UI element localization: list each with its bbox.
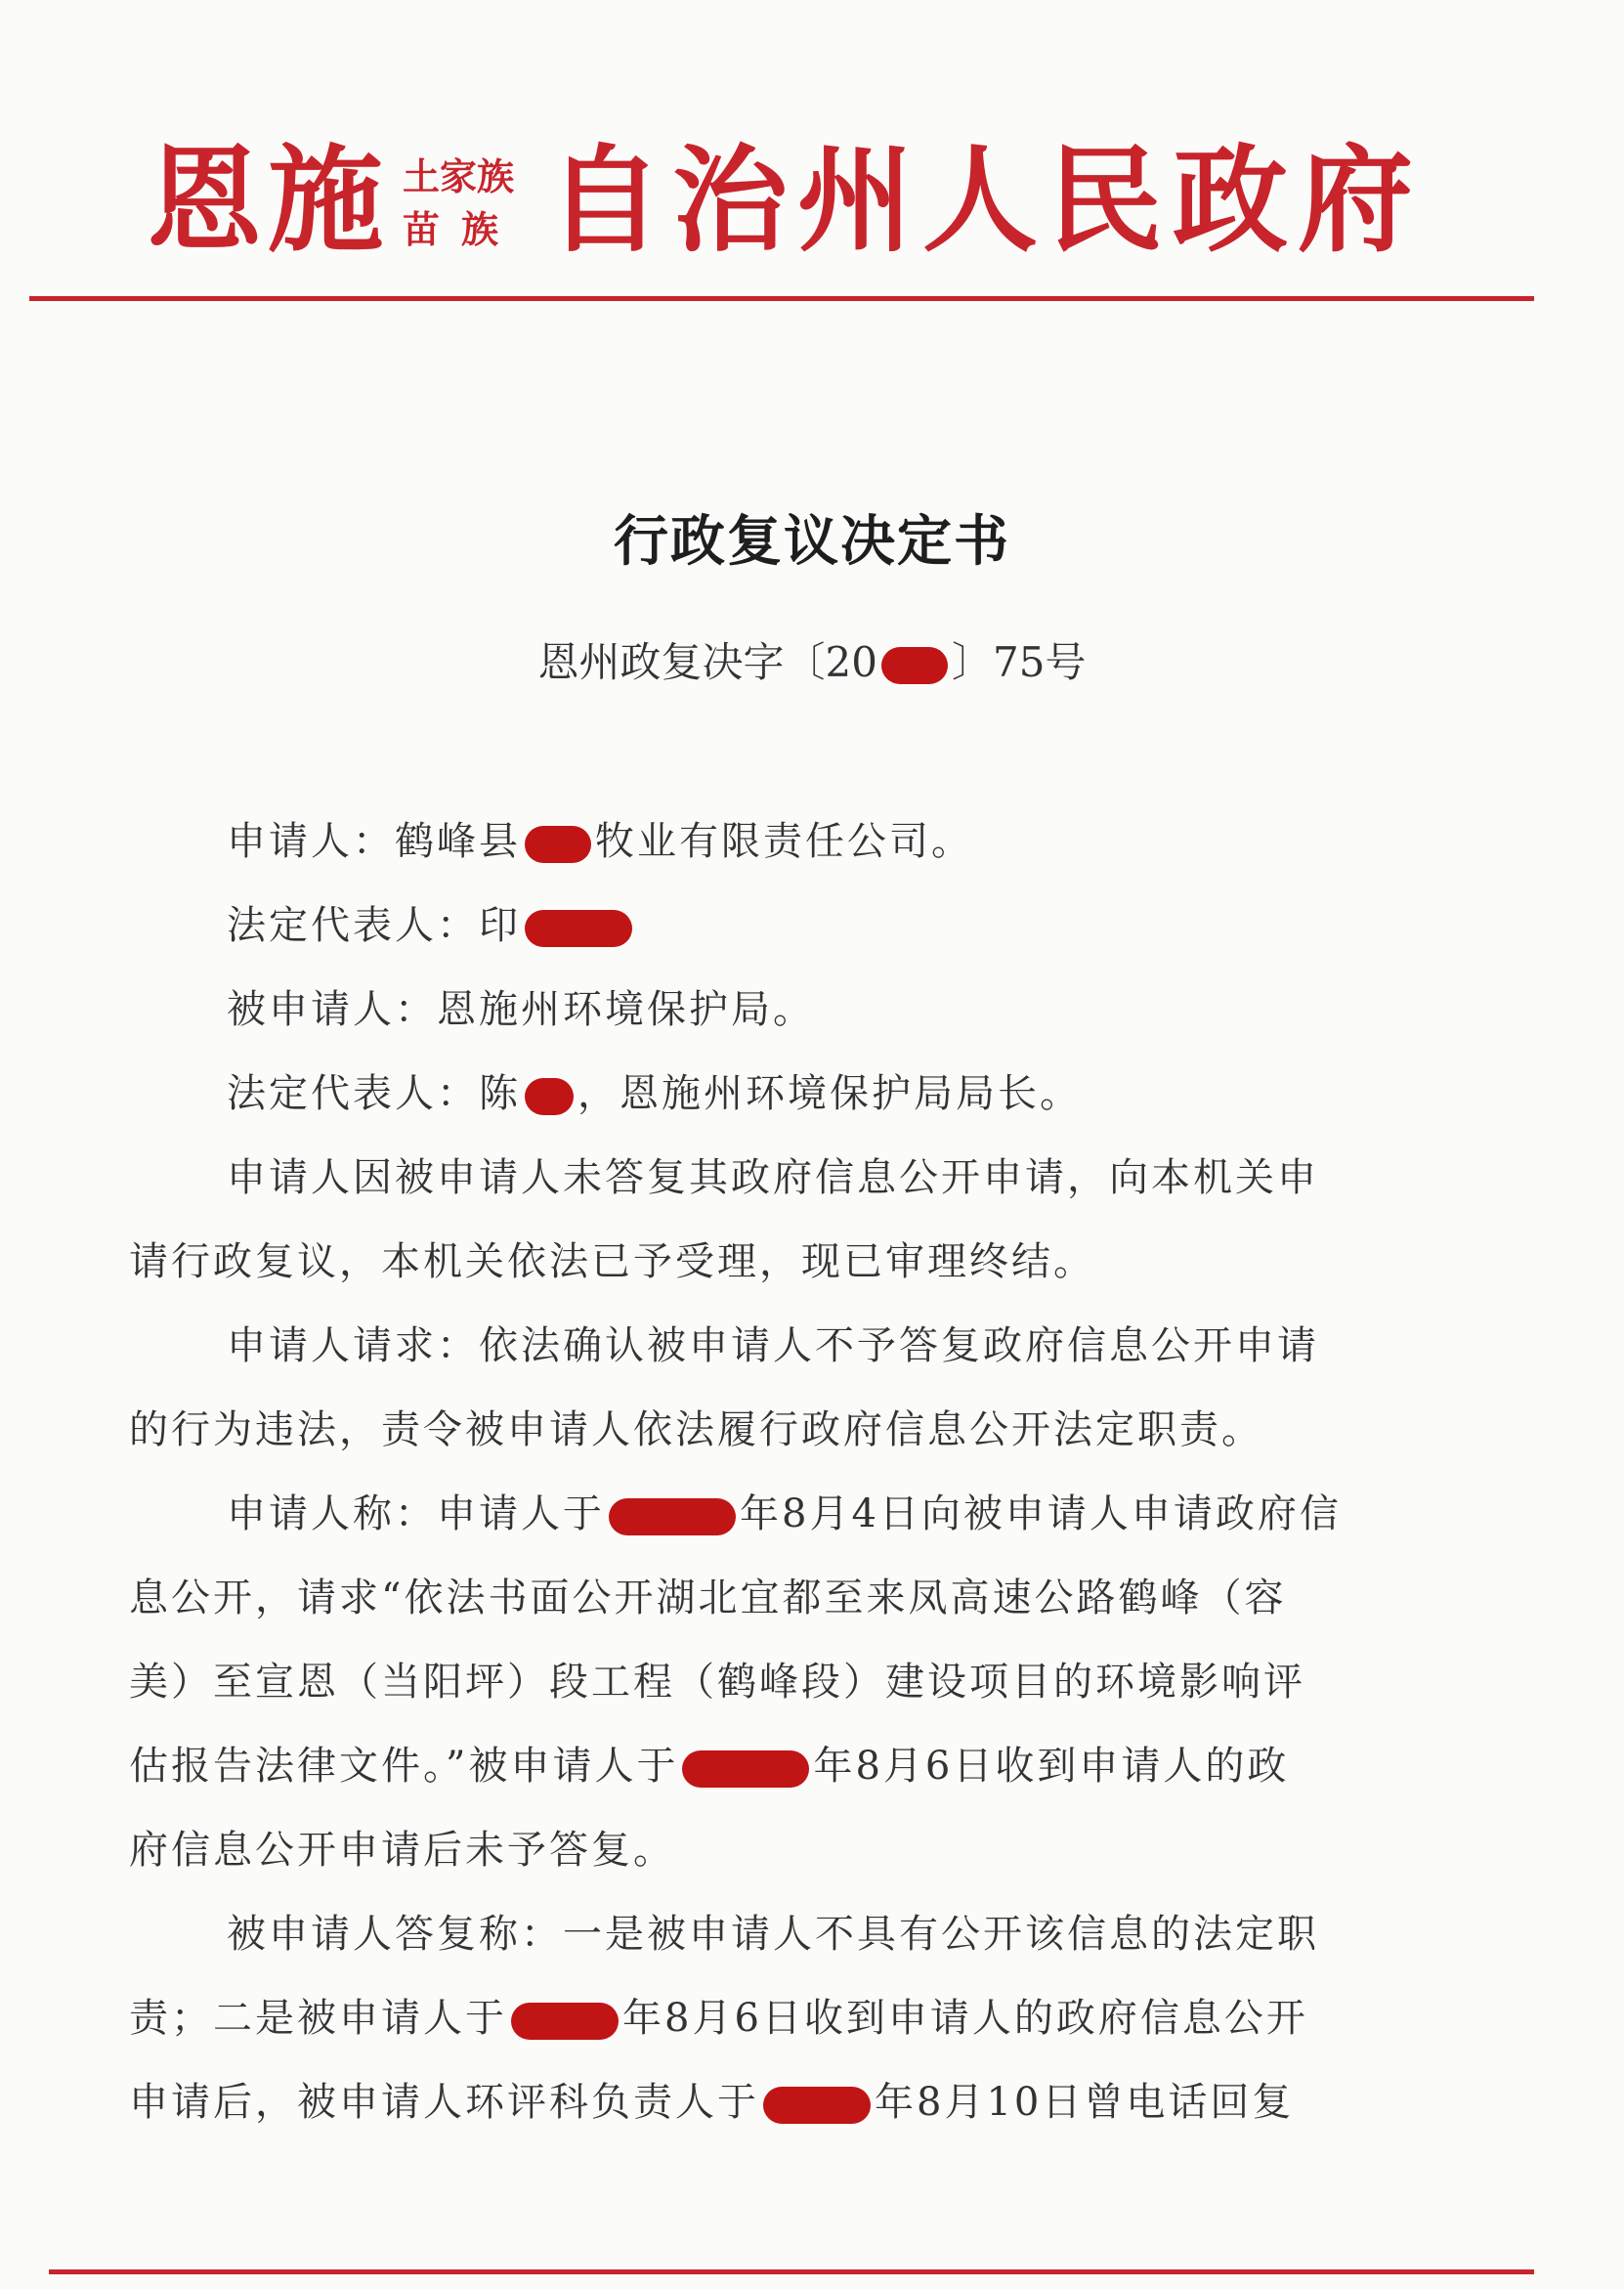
redaction-mark [525,910,632,947]
p3-l4-suffix: 年8月6日收到申请人的政 [813,1744,1290,1789]
redaction-mark [511,2003,619,2040]
letterhead [147,132,1466,274]
redaction-mark [525,826,591,863]
legal-rep-2-line [129,1052,1468,1136]
redaction-mark [525,1078,574,1115]
document-body [129,799,1468,2144]
applicant-suffix: 牧业有限责任公司。 [595,819,973,864]
paragraph-2-line-2: 的行为违法，责令被申请人依法履行政府信息公开法定职责。 [129,1407,1263,1452]
p3-l4-prefix: 估报告法律文件。”被申请人于 [129,1744,679,1789]
letterhead-ethnic-line1: 土家族 [403,154,515,198]
p3-l1-suffix: 年8月4日向被申请人申请政府信 [740,1491,1342,1536]
redaction-mark [609,1498,736,1535]
paragraph-3-line-1 [129,1472,1468,1556]
legal-rep-2-prefix: 法定代表人：陈 [227,1071,521,1116]
paragraph-1-line-2: 请行政复议，本机关依法已予受理，现已审理终结。 [129,1239,1095,1284]
letterhead-name-left: 恩施 [147,132,390,268]
legal-rep-1-prefix: 法定代表人：印 [227,903,521,948]
p4-l2-suffix: 年8月6日收到申请人的政府信息公开 [622,1996,1308,2041]
paragraph-2-line-1: 申请人请求：依法确认被申请人不予答复政府信息公开申请 [227,1323,1319,1368]
paragraph-3-line-5: 府信息公开申请后未予答复。 [129,1828,675,1873]
paragraph-4-line-3 [129,2060,1468,2144]
paragraph-1-line-1: 申请人因被申请人未答复其政府信息公开申请，向本机关申 [227,1155,1319,1200]
paragraph-4-line-2 [129,1976,1468,2060]
footer-red-rule [49,2269,1534,2274]
p4-l3-prefix: 申请后，被申请人环评科负责人于 [129,2080,759,2125]
letterhead-ethnic-line2: 苗族 [403,207,521,251]
redaction-mark [763,2087,871,2124]
p4-l2-prefix: 责；二是被申请人于 [129,1996,507,2041]
paragraph-3-line-4 [129,1724,1468,1808]
paragraph-3-line-2: 息公开，请求“依法书面公开湖北宜都至来凤高速公路鹤峰（容 [129,1576,1287,1620]
legal-rep-2-suffix: ，恩施州环境保护局局长。 [577,1071,1082,1116]
letterhead-red-rule [29,296,1534,301]
paragraph-3-line-3: 美）至宣恩（当阳坪）段工程（鹤峰段）建设项目的环境影响评 [129,1660,1305,1705]
applicant-line [129,799,1468,884]
p4-l3-suffix: 年8月10日曾电话回复 [875,2080,1295,2125]
document-number [0,633,1624,692]
document-title: 行政复议决定书 [614,510,1010,574]
redaction-mark [682,1750,809,1788]
redaction-mark [881,647,948,684]
doc-number-prefix: 恩州政复决字〔20 [537,638,877,686]
letterhead-name-right: 自治州人民政府 [547,132,1424,268]
respondent-line: 被申请人：恩施州环境保护局。 [227,987,815,1032]
p3-l1-prefix: 申请人称：申请人于 [227,1491,605,1536]
doc-number-suffix: 〕75号 [952,638,1087,686]
paragraph-4-line-1: 被申请人答复称：一是被申请人不具有公开该信息的法定职 [227,1912,1319,1957]
applicant-prefix: 申请人：鹤峰县 [227,819,521,864]
legal-rep-1-line [129,884,1468,968]
